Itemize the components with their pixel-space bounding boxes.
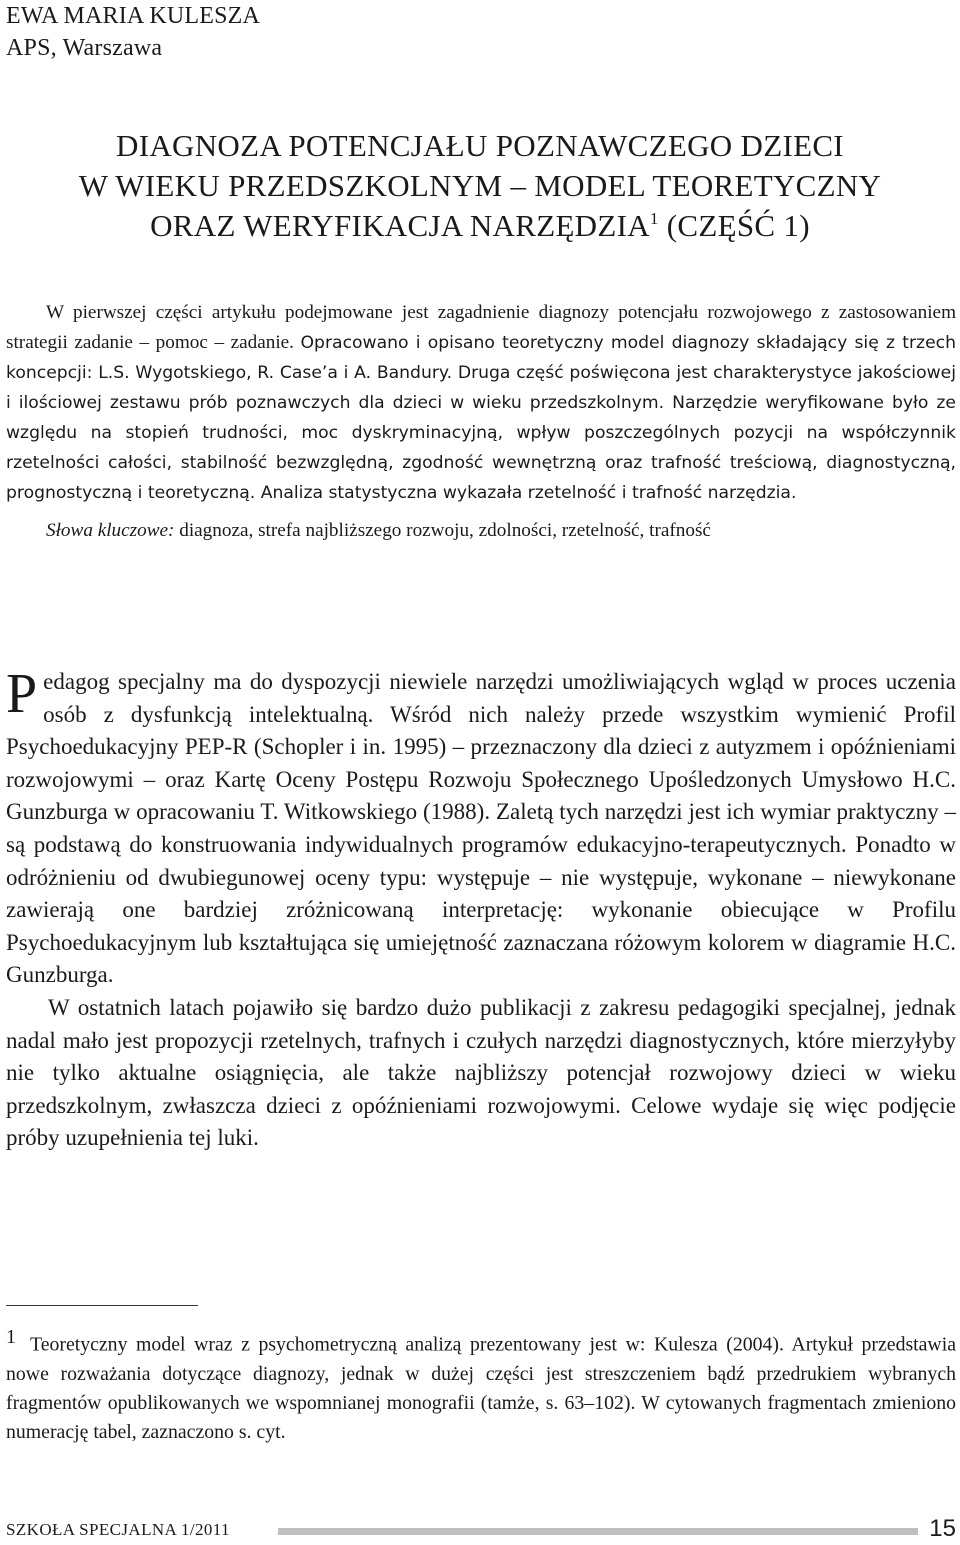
body-paragraph-2: W ostatnich latach pojawiło się bardzo dużo publikacji z zakresu pedagogiki specjalnej, jednak nadal mało jest propozycji rzetelnych, trafnych i czułych narzędzi diagnostycznych, które mierzyłyby nie tylko aktualne osiągnięcia, ale także najbliższy potencjał rozwojowy dzieci w wieku przedszkolnym, zwłaszcza dzieci z opóźnieniami rozwojowymi. Celowe wydaje się więc podjęcie próby uzupełnienia tej luki.: [6, 994, 956, 1151]
title-footnote-ref[interactable]: 1: [649, 209, 659, 228]
author-name: EWA MARIA KULESZA: [6, 3, 261, 29]
drop-cap: P: [6, 663, 38, 725]
author-block: [6, 0, 260, 64]
article-title: [0, 126, 960, 246]
article-body: [6, 663, 956, 1155]
abstract-part-1: W pierwszej części artykułu podejmowane jest zagadnienie diagnozy potencjału rozwojowego z zastosowaniem strategii zadanie – pomoc – zadanie.: [6, 302, 956, 353]
abstract-text: [6, 298, 956, 508]
keywords-list: diagnoza, strefa najbliższego rozwoju, zdolności, rzetelność, trafność: [174, 520, 711, 541]
keywords-label: Słowa kluczowe:: [46, 520, 175, 541]
body-paragraph-1-text: edagog specjalny ma do dyspozycji niewiele narzędzi umożliwiających wgląd w proces uczenia osób z dysfunkcją intelektualną. Wśród nich należy przede wszystkim wymienić Profil Psychoedukacyjny PEP-R (Schopler i in. 1995) – przeznaczony dla dzieci z autyzmem i opóźnieniami rozwojowymi – oraz Kartę Oceny Postępu Rozwoju Społecznego Upośledzonych Umysłowo H.C. Gunzburga w opracowaniu T. Witkowskiego (1988). Zaletą tych narzędzi jest ich wymiar praktyczny – są podstawą do konstruowania indywidualnych programów edukacyjno-terapeutycznych. Ponadto w odróżnieniu od dwubiegunowej oceny typu: występuje – nie występuje, wykonane – niewykonane zawierają one bardziej zróżnicowaną interpretację: wykonanie obiecujące w Profilu Psychoedukacyjnym lub kształtująca się umiejętność zaznaczana różowym kolorem w diagramie H.C. Gunzburga.: [6, 669, 956, 988]
title-line-2: W WIEKU PRZEDSZKOLNYM – MODEL TEORETYCZNY: [78, 168, 882, 203]
title-line-3-suffix: (CZĘŚĆ 1): [658, 208, 810, 243]
footer-journal: SZKOŁA SPECJALNA 1/2011: [6, 1520, 230, 1539]
body-paragraph-1: [6, 663, 956, 992]
footnote-mark: 1: [6, 1326, 16, 1348]
title-line-3: [0, 206, 960, 246]
footnote-text: Teoretyczny model wraz z psychometryczną analizą prezentowany jest w: Kulesza (2004). Artykuł przedstawia nowe rozważania dotyczące diagnozy, jednak w dużej części jest streszczeniem bądź przedrukiem wybranych fragmentów opublikowanych we wspomnianej monografii (tamże, s. 63–102). W cytowanych fragmentach zmieniono numerację tabel, zaznaczono s. cyt.: [6, 1333, 956, 1443]
abstract-part-2: Opracowano i opisano teoretyczny model diagnozy składający się z trzech koncepcji: L.S. Wygotskiego, R. Case’a i A. Bandury. Druga część poświęcona jest charakterystyce jakościowej i ilościowej zestawu prób poznawczych dla dzieci w wieku przedszkolnym. Narzędzie weryfikowane było ze względu na stopień trudności, moc dyskryminacyjną, wpływ poszczególnych pozycji na współczynnik rzetelności całości, stabilność bezwzględną, zgodność wewnętrzną oraz trafność treściową, diagnostyczną, prognostyczną i teoretyczną. Analiza statystyczna wykazała rzetelność i trafność narzędzia.: [6, 333, 956, 503]
footer-bar: [278, 1528, 918, 1535]
author-affiliation: APS, Warszawa: [6, 35, 163, 61]
title-line-3-text: ORAZ WERYFIKACJA NARZĘDZIA: [150, 208, 650, 243]
title-line-1: DIAGNOZA POTENCJAŁU POZNAWCZEGO DZIECI: [116, 128, 844, 163]
footnote-divider: [6, 1305, 198, 1306]
abstract: [6, 298, 956, 546]
keywords: [6, 516, 956, 546]
footnote: [6, 1323, 956, 1447]
page-number: 15: [929, 1515, 956, 1542]
